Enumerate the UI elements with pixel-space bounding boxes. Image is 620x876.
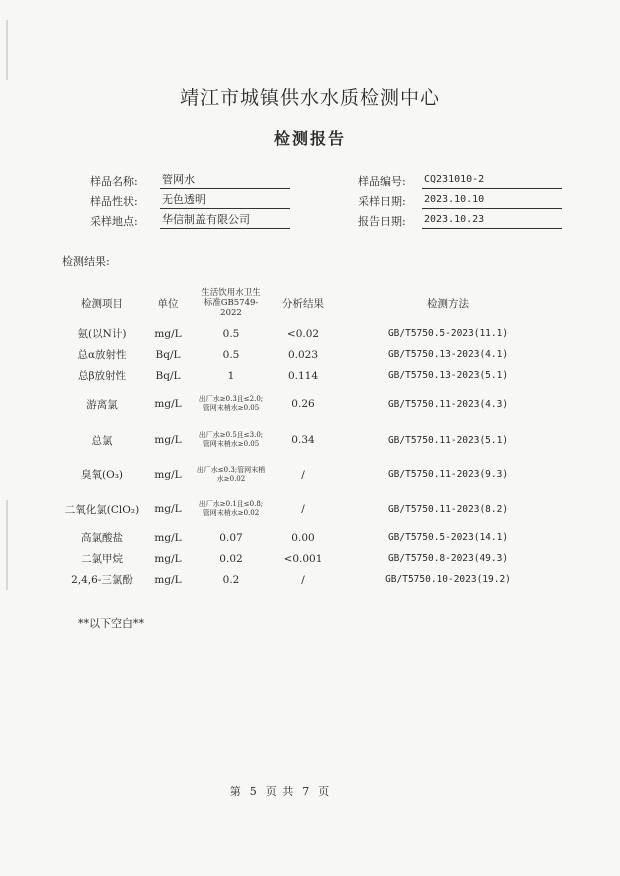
cell-result: / — [301, 503, 305, 515]
table-row — [60, 344, 560, 365]
cell-unit: mg/L — [154, 398, 182, 410]
col-header-standard: 生活饮用水卫生标准GB5749-2022 — [201, 288, 261, 318]
cell-item: 二氧化氯(ClO₂) — [64, 503, 140, 516]
cell-unit: mg/L — [154, 531, 182, 544]
cell-method: GB/T5750.5-2023(14.1) — [387, 532, 509, 543]
cell-result: 0.34 — [291, 434, 315, 446]
scan-edge-mark — [6, 20, 8, 80]
sample-info-row-3 — [0, 213, 620, 229]
col-header-result: 分析结果 — [282, 297, 324, 310]
cell-method: GB/T5750.11-2023(8.2) — [387, 503, 509, 515]
cell-result: 0.00 — [291, 531, 315, 544]
cell-standard: 出厂水≥0.3且≤2.0;管网末梢水≥0.05 — [198, 395, 264, 412]
cell-method: GB/T5750.11-2023(4.3) — [387, 398, 509, 410]
cell-unit: mg/L — [154, 503, 182, 515]
sample-number-value: CQ231010-2 — [422, 173, 562, 189]
cell-result: 0.023 — [287, 348, 319, 361]
cell-method: GB/T5750.8-2023(49.3) — [387, 553, 509, 564]
col-header-unit: 单位 — [157, 297, 179, 310]
page-footer — [0, 783, 560, 799]
cell-unit: mg/L — [154, 327, 182, 340]
table-row — [60, 491, 560, 527]
scan-edge-mark — [6, 500, 8, 590]
sampling-location-value: 华信制盖有限公司 — [160, 213, 290, 229]
footer-page-total: 7 — [302, 785, 311, 798]
cell-item: 二氯甲烷 — [81, 553, 123, 565]
cell-method: GB/T5750.11-2023(9.3) — [387, 469, 509, 480]
cell-unit: mg/L — [154, 573, 182, 586]
table-row — [60, 323, 560, 344]
table-row — [60, 569, 560, 590]
cell-result: 0.26 — [291, 398, 315, 410]
sampling-date-value: 2023.10.10 — [422, 193, 562, 209]
cell-unit: mg/L — [154, 468, 182, 481]
cell-result: <0.001 — [283, 552, 323, 565]
cell-method: GB/T5750.11-2023(5.1) — [387, 434, 509, 446]
cell-standard: 0.2 — [222, 573, 240, 586]
sample-info-row-1 — [0, 173, 620, 189]
cell-item: 总β放射性 — [77, 370, 127, 382]
sample-number-label: 样品编号: — [358, 175, 406, 188]
cell-method: GB/T5750.5-2023(11.1) — [387, 328, 509, 339]
footer-page-mid: 页 共 — [265, 785, 295, 798]
sample-info-row-2 — [0, 193, 620, 209]
cell-item: 2,4,6-三氯酚 — [71, 574, 133, 586]
cell-standard: 1 — [227, 369, 235, 382]
cell-result: 0.114 — [287, 369, 319, 382]
cell-standard: 0.5 — [222, 327, 240, 340]
results-table — [60, 283, 560, 590]
cell-unit: mg/L — [154, 552, 182, 565]
cell-unit: Bq/L — [155, 348, 181, 361]
footer-page-suffix: 页 — [318, 785, 331, 798]
cell-result: <0.02 — [286, 327, 320, 340]
footer-page-number: 5 — [249, 785, 258, 798]
table-row — [60, 527, 560, 548]
table-row — [60, 422, 560, 458]
cell-item: 氨(以N计) — [77, 328, 127, 340]
end-of-data-note: **以下空白** — [78, 617, 144, 630]
sample-name-label: 样品名称: — [90, 175, 138, 188]
sample-name-value: 管网水 — [160, 173, 290, 189]
table-row — [60, 548, 560, 569]
sample-property-label: 样品性状: — [90, 195, 138, 208]
cell-standard: 0.5 — [222, 348, 240, 361]
col-header-method: 检测方法 — [427, 297, 469, 310]
footer-page-prefix: 第 — [229, 785, 242, 798]
col-header-item: 检测项目 — [81, 297, 123, 310]
cell-result: / — [301, 573, 305, 586]
results-header-row — [60, 283, 560, 323]
report-date-label: 报告日期: — [358, 215, 406, 228]
cell-item: 总α放射性 — [77, 349, 127, 361]
cell-item: 高氯酸盐 — [81, 532, 123, 544]
results-section-label: 检测结果: — [62, 255, 110, 268]
sampling-date-label: 采样日期: — [358, 195, 406, 208]
report-date-value: 2023.10.23 — [422, 213, 562, 229]
cell-standard: 0.02 — [219, 552, 243, 565]
cell-item: 总氯 — [91, 434, 113, 447]
table-row — [60, 365, 560, 386]
cell-method: GB/T5750.10-2023(19.2) — [385, 574, 511, 585]
cell-method: GB/T5750.13-2023(4.1) — [387, 349, 509, 360]
sample-property-value: 无色透明 — [160, 193, 290, 209]
cell-item: 臭氧(O₃) — [80, 469, 123, 481]
cell-standard: 出厂水≥0.5且≤3.0;管网末梢水≥0.05 — [198, 431, 264, 448]
table-row — [60, 386, 560, 422]
cell-standard: 出厂水≤0.3;管网末梢水≥0.02 — [196, 465, 266, 483]
cell-method: GB/T5750.13-2023(5.1) — [387, 370, 509, 381]
table-row — [60, 458, 560, 491]
org-name: 靖江市城镇供水水质检测中心 — [179, 87, 440, 109]
cell-standard: 0.07 — [219, 531, 243, 544]
cell-unit: mg/L — [154, 434, 182, 446]
sampling-location-label: 采样地点: — [90, 215, 138, 228]
cell-result: / — [301, 468, 305, 481]
cell-standard: 出厂水≥0.1且≤0.8;管网末梢水≥0.02 — [198, 500, 264, 517]
cell-item: 游离氯 — [86, 398, 118, 411]
report-title: 检测报告 — [273, 129, 346, 148]
cell-unit: Bq/L — [155, 369, 181, 382]
